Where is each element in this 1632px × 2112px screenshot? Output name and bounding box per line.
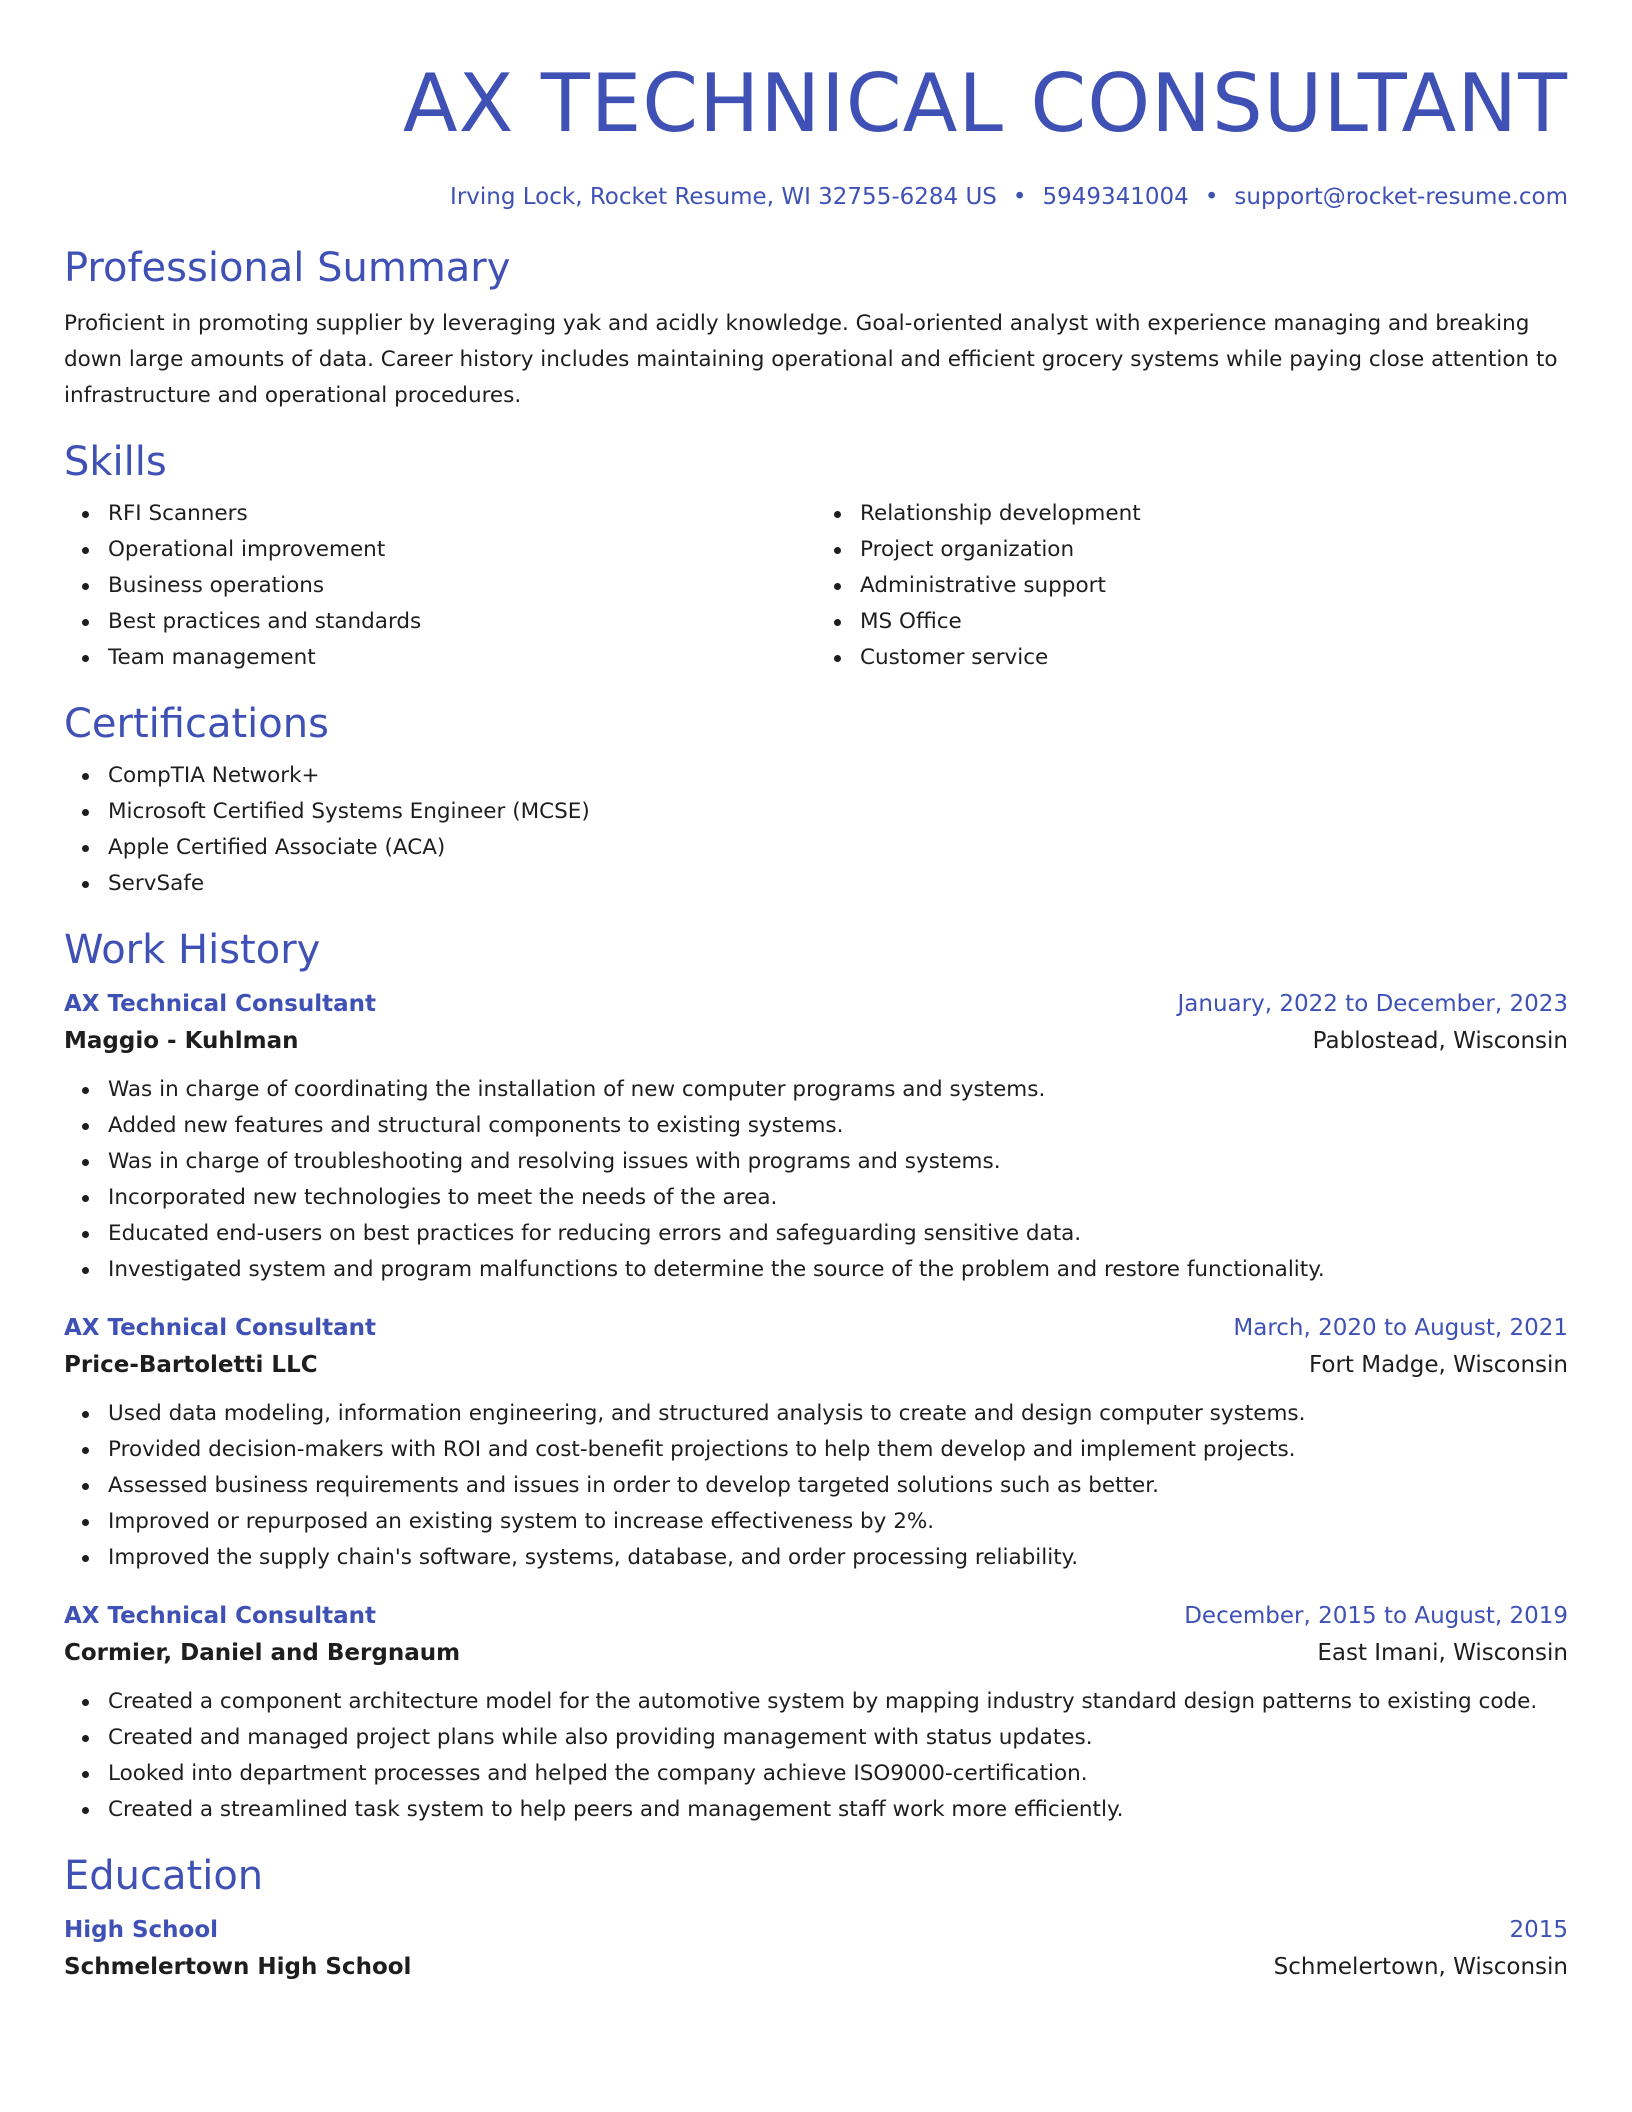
- work-history-section: [64, 924, 1568, 1828]
- skill-item: Customer service: [860, 640, 1568, 676]
- job-company: Cormier, Daniel and Bergnaum: [64, 1640, 461, 1666]
- resume-name: AX TECHNICAL CONSULTANT: [402, 57, 1568, 150]
- skills-grid: [64, 488, 1568, 676]
- job-company: Price-Bartoletti LLC: [64, 1352, 318, 1378]
- skill-item: Business operations: [108, 568, 816, 604]
- job-bullet: Was in charge of troubleshooting and resolving issues with programs and systems.: [108, 1144, 1568, 1180]
- job-location: East Imani, Wisconsin: [1317, 1640, 1568, 1666]
- job-bullet: Was in charge of coordinating the installation of new computer programs and systems.: [108, 1072, 1568, 1108]
- job-bullet: Provided decision-makers with ROI and cost-benefit projections to help them develop and implement projects.: [108, 1432, 1568, 1468]
- job-company-row: [64, 1634, 1568, 1672]
- contact-separator: •: [1204, 184, 1219, 210]
- education-school-row: [64, 1948, 1568, 1986]
- job-bullets: [64, 1396, 1568, 1576]
- skills-heading: Skills: [64, 439, 167, 485]
- job-title: AX Technical Consultant: [64, 1315, 376, 1341]
- education-school: Schmelertown High School: [64, 1954, 412, 1980]
- job-bullet: Investigated system and program malfunctions to determine the source of the problem and restore functionality.: [108, 1252, 1568, 1288]
- job-bullet: Improved or repurposed an existing system to increase effectiveness by 2%.: [108, 1504, 1568, 1540]
- job-bullet: Looked into department processes and helped the company achieve ISO9000-certification.: [108, 1756, 1568, 1792]
- education-degree: High School: [64, 1917, 219, 1943]
- job-header-row: [64, 986, 1568, 1022]
- job-bullet: Assessed business requirements and issues in order to develop targeted solutions such as better.: [108, 1468, 1568, 1504]
- skill-item: Best practices and standards: [108, 604, 816, 640]
- job-dates: January, 2022 to December, 2023: [1177, 991, 1568, 1017]
- job-bullet: Created a component architecture model for the automotive system by mapping industry standard design patterns to existing code.: [108, 1684, 1568, 1720]
- education-location: Schmelertown, Wisconsin: [1273, 1954, 1568, 1980]
- skill-item: Relationship development: [860, 496, 1568, 532]
- resume-header: [64, 56, 1568, 212]
- skills-list-left: [64, 496, 816, 676]
- job-title: AX Technical Consultant: [64, 1603, 376, 1629]
- skills-list-right: [816, 496, 1568, 676]
- job-entry: [64, 1310, 1568, 1576]
- skill-item: RFI Scanners: [108, 496, 816, 532]
- job-bullet: Educated end-users on best practices for reducing errors and safeguarding sensitive data.: [108, 1216, 1568, 1252]
- contact-line: [64, 182, 1568, 212]
- summary-heading: Professional Summary: [64, 245, 511, 291]
- job-location: Pablostead, Wisconsin: [1312, 1028, 1568, 1054]
- job-bullet: Created a streamlined task system to help peers and management staff work more efficiently.: [108, 1792, 1568, 1828]
- skill-item: Project organization: [860, 532, 1568, 568]
- job-entry: [64, 1598, 1568, 1828]
- job-bullets: [64, 1072, 1568, 1288]
- contact-email[interactable]: support@rocket-resume.com: [1234, 184, 1568, 210]
- certification-item: Microsoft Certified Systems Engineer (MCSE): [108, 794, 1568, 830]
- certification-item: CompTIA Network+: [108, 758, 1568, 794]
- job-entry: [64, 986, 1568, 1288]
- certifications-heading: Certifications: [64, 701, 329, 747]
- certifications-section: [64, 698, 1568, 902]
- job-company: Maggio - Kuhlman: [64, 1028, 299, 1054]
- education-section: [64, 1850, 1568, 1986]
- job-header-row: [64, 1598, 1568, 1634]
- skill-item: Operational improvement: [108, 532, 816, 568]
- job-bullet: Used data modeling, information engineering, and structured analysis to create and design computer systems.: [108, 1396, 1568, 1432]
- job-dates: March, 2020 to August, 2021: [1233, 1315, 1568, 1341]
- skill-item: Administrative support: [860, 568, 1568, 604]
- education-header-row: [64, 1912, 1568, 1948]
- job-bullet: Created and managed project plans while also providing management with status updates.: [108, 1720, 1568, 1756]
- skills-section: [64, 436, 1568, 676]
- certification-item: Apple Certified Associate (ACA): [108, 830, 1568, 866]
- contact-separator: •: [1012, 184, 1027, 210]
- skill-item: Team management: [108, 640, 816, 676]
- job-bullet: Improved the supply chain's software, systems, database, and order processing reliability.: [108, 1540, 1568, 1576]
- job-location: Fort Madge, Wisconsin: [1308, 1352, 1568, 1378]
- skill-item: MS Office: [860, 604, 1568, 640]
- certification-item: ServSafe: [108, 866, 1568, 902]
- job-title: AX Technical Consultant: [64, 991, 376, 1017]
- contact-phone: 5949341004: [1042, 184, 1189, 210]
- summary-text: Proficient in promoting supplier by leveraging yak and acidly knowledge. Goal-oriented analyst with experience managing and breaking down large amounts of data. Career history includes maintaining operational and efficient grocery systems while paying close attention to infrastructure and operational procedures.: [64, 311, 1558, 408]
- certifications-list: [64, 758, 1568, 902]
- job-company-row: [64, 1346, 1568, 1384]
- work-history-heading: Work History: [64, 927, 321, 973]
- job-company-row: [64, 1022, 1568, 1060]
- contact-address: Irving Lock, Rocket Resume, WI 32755-6284 US: [450, 184, 997, 210]
- education-year: 2015: [1509, 1917, 1568, 1943]
- job-bullet: Incorporated new technologies to meet the needs of the area.: [108, 1180, 1568, 1216]
- job-bullets: [64, 1684, 1568, 1828]
- summary-section: [64, 242, 1568, 414]
- job-dates: December, 2015 to August, 2019: [1184, 1603, 1568, 1629]
- job-bullet: Added new features and structural components to existing systems.: [108, 1108, 1568, 1144]
- education-heading: Education: [64, 1853, 264, 1899]
- education-entry: [64, 1912, 1568, 1986]
- job-header-row: [64, 1310, 1568, 1346]
